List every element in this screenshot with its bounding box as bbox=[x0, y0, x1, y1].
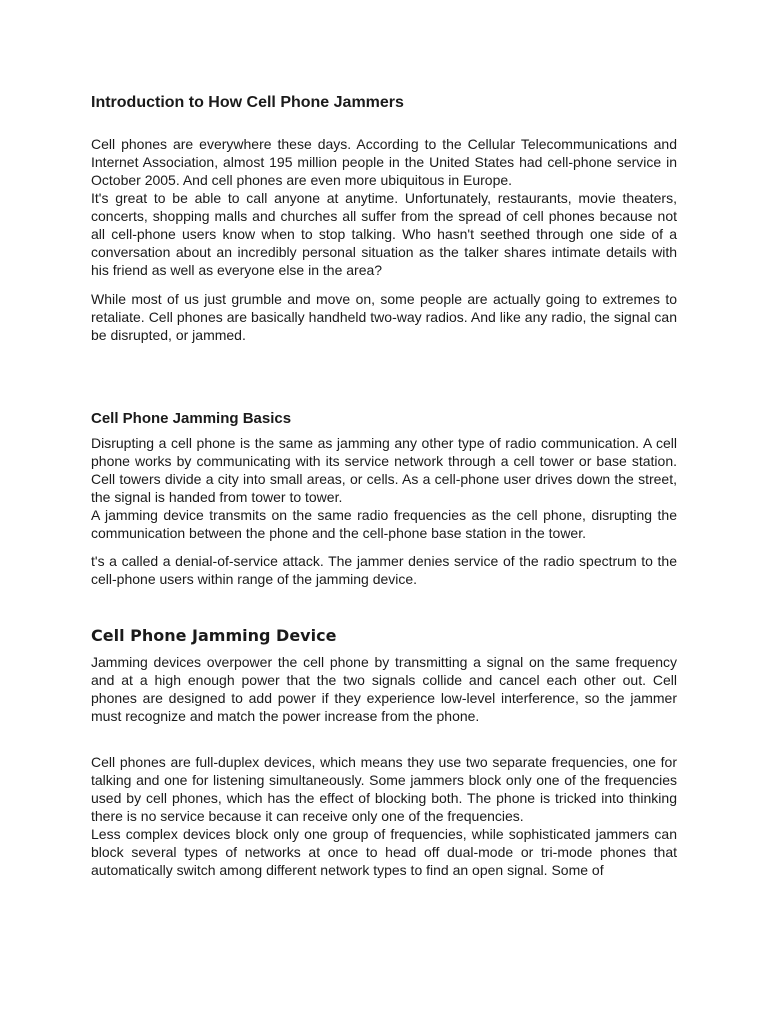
paragraph-intro-1: Cell phones are everywhere these days. According to the Cellular Telecommunications and Internet Association, almost 195 million people in the United States had cell-phone service in October 2005. And cell phones are even more ubiquitous in Europe. It's great to be able to call anyone at anytime. Unfortunately, restaurants, movie theaters, concerts, shopping malls and churches all suffer from the spread of cell phones because not all cell-phone users know when to stop talking. Who hasn't seethed through one side of a conversation about an incredibly personal situation as the talker shares intimate details with his friend as well as everyone else in the area? bbox=[91, 136, 677, 278]
heading-intro: Introduction to How Cell Phone Jammers bbox=[91, 94, 404, 111]
paragraph-device-2: Cell phones are full-duplex devices, which means they use two separate frequencies, one for talking and one for listening simultaneously. Some jammers block only one of the frequencies used by cell phones, which has the effect of blocking both. The phone is tricked into thinking there is no service because it can receive only one of the frequencies. Less complex devices block only one group of frequencies, while sophisticated jammers can block several types of networks at once to head off dual-mode or tri-mode phones that automatically switch among different network types to find an open signal. Some of bbox=[91, 754, 677, 878]
paragraph-intro-2: While most of us just grumble and move on, some people are actually going to extremes to retaliate. Cell phones are basically handheld two-way radios. And like any radio, the signal can be disrupted, or jammed. bbox=[91, 291, 677, 343]
paragraph-device-1: Jamming devices overpower the cell phone by transmitting a signal on the same frequency and at a high enough power that the two signals collide and cancel each other out. Cell phones are designed to add power if they experience low-level interference, so the jammer must recognize and match the power increase from the phone. bbox=[91, 654, 677, 724]
heading-jamming-basics: Cell Phone Jamming Basics bbox=[91, 410, 292, 427]
paragraph-basics-2: t's a called a denial-of-service attack. The jammer denies service of the radio spectrum to the cell-phone users within range of the jamming device. bbox=[91, 553, 677, 587]
heading-jamming-device: Cell Phone Jamming Device bbox=[91, 626, 337, 645]
paragraph-basics-1: Disrupting a cell phone is the same as jamming any other type of radio communication. A cell phone works by communicating with its service network through a cell tower or base station. Cell towers divide a city into small areas, or cells. As a cell-phone user drives down the street, the signal is handed from tower to tower. A jamming device transmits on the same radio frequencies as the cell phone, disrupting the communication between the phone and the cell-phone base station in the tower. bbox=[91, 435, 677, 541]
